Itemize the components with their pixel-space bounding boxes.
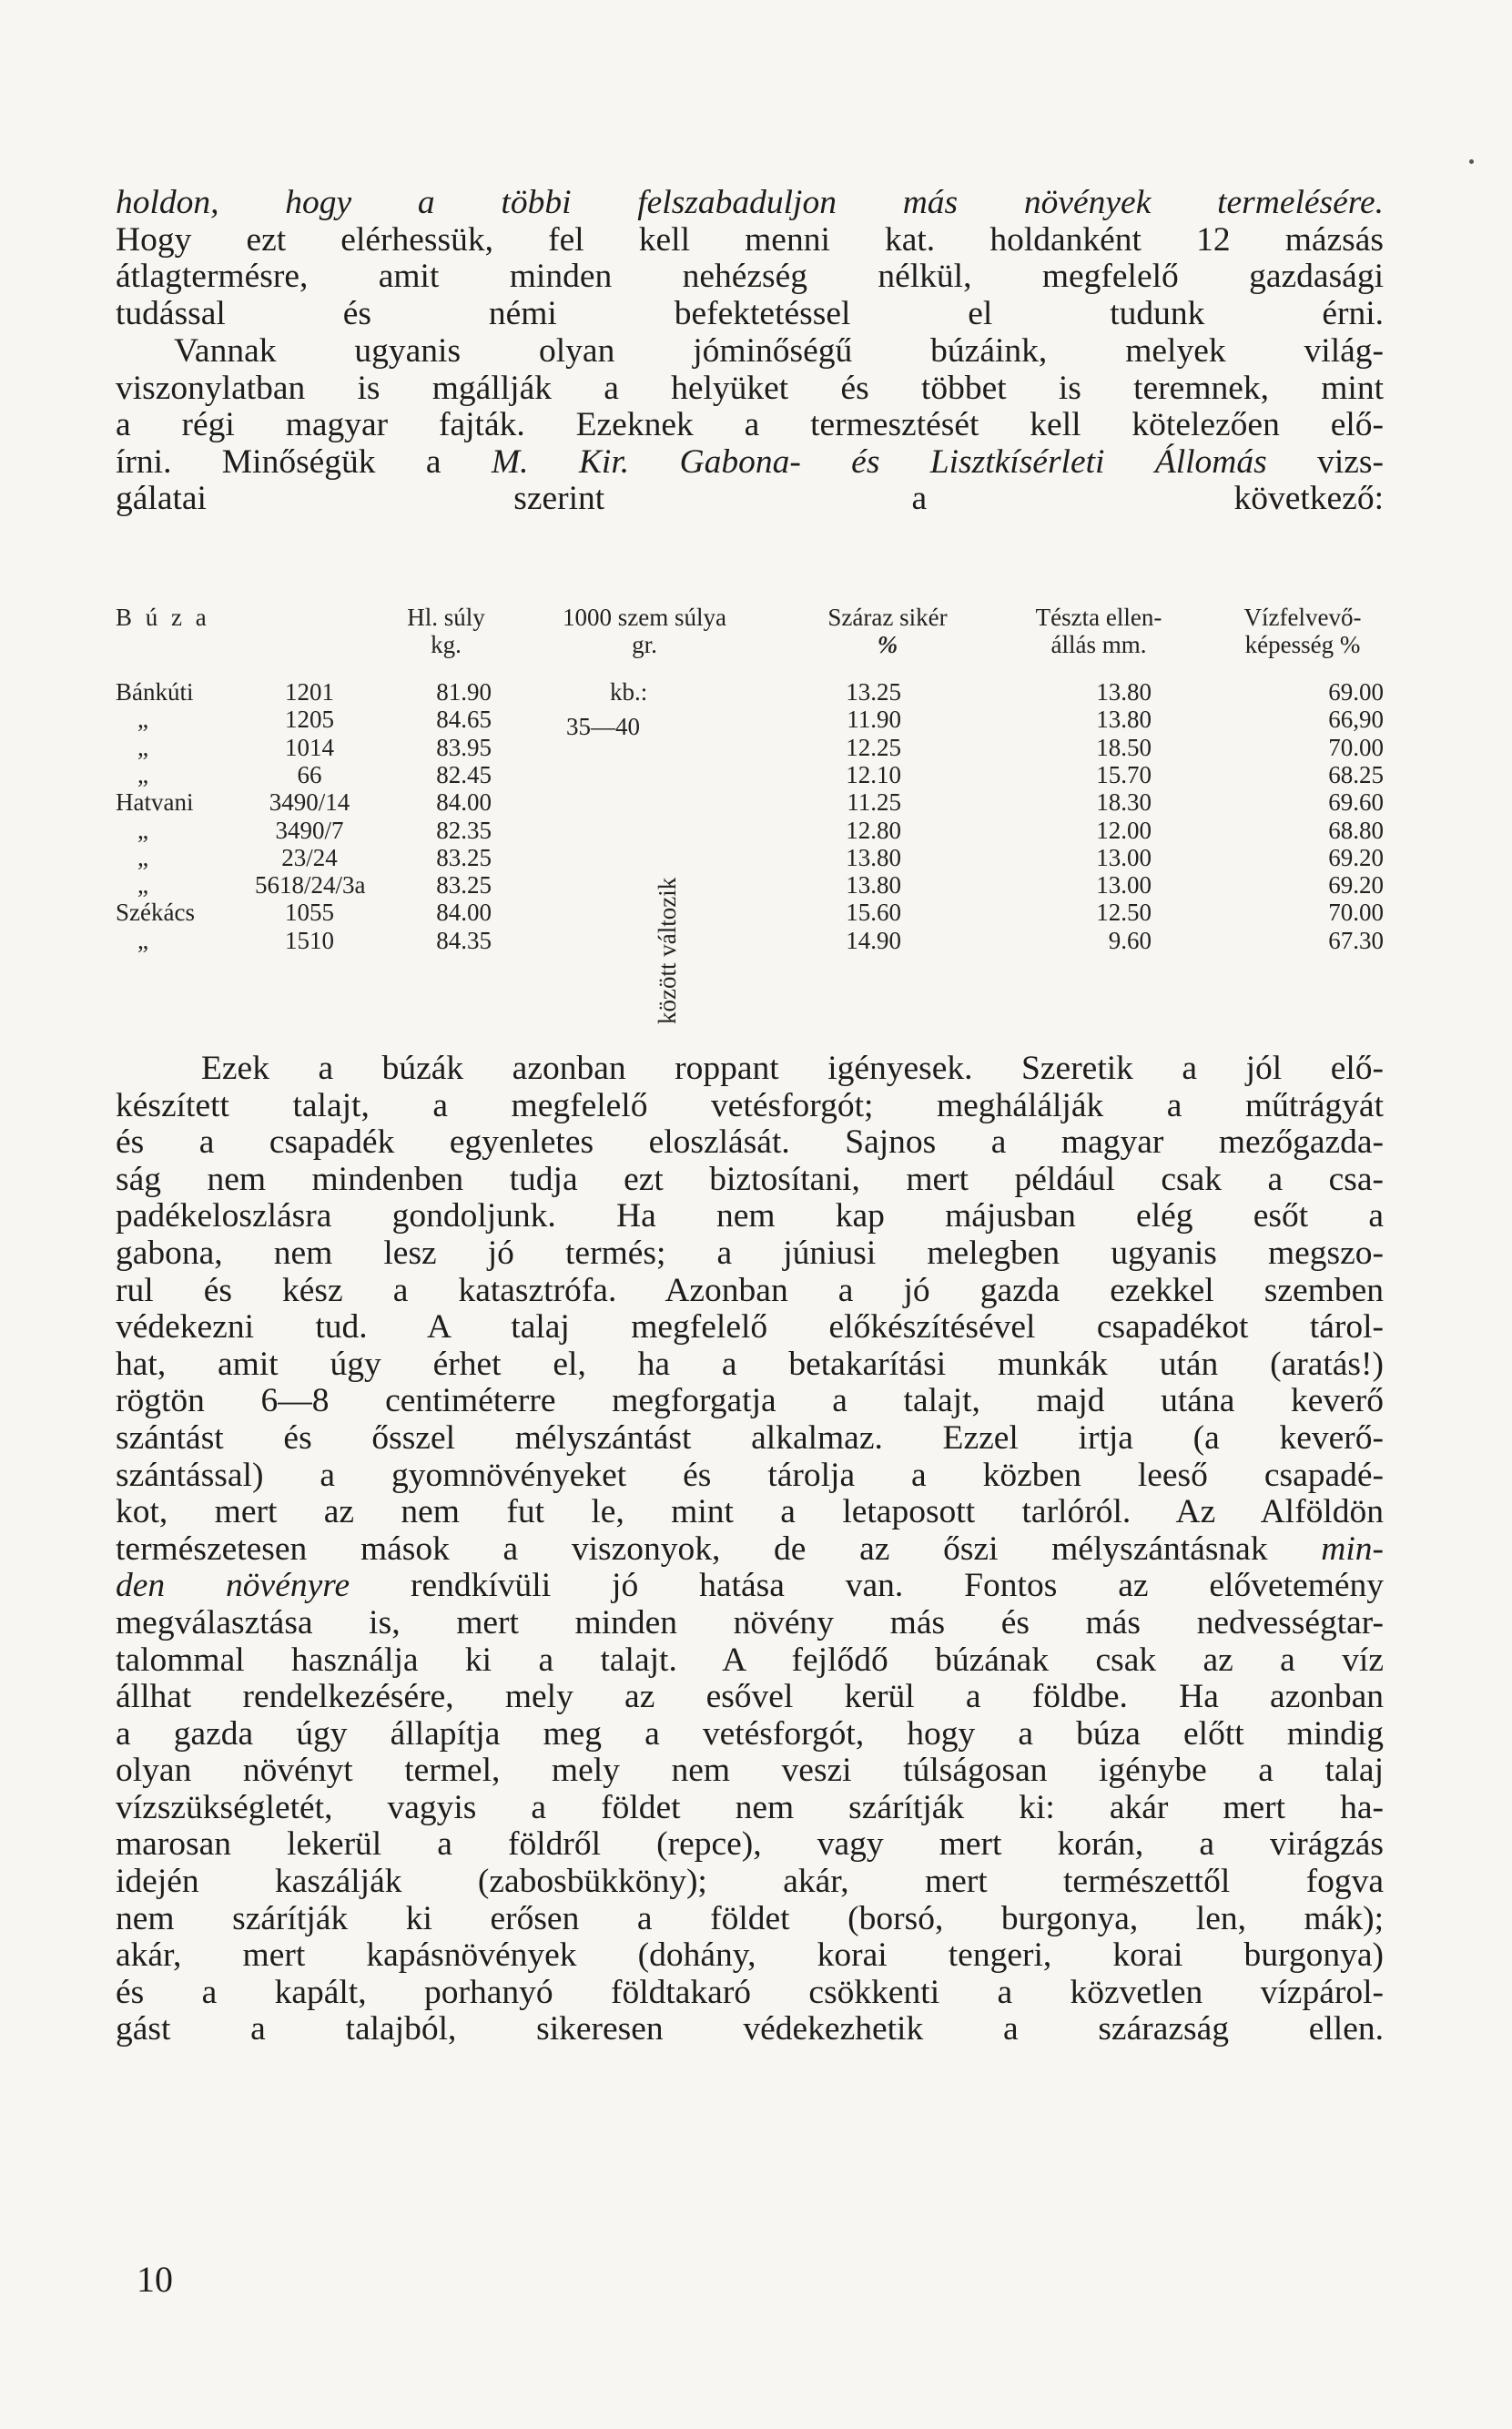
institute-name: M. Kir. Gabona- és Lisztkísérleti Állomás [491, 442, 1267, 481]
body-italic: min- [1321, 1530, 1384, 1568]
cell-variety: „ [137, 871, 148, 899]
cell-water: 69.00 [1328, 678, 1384, 706]
cell-gluten: 11.90 [847, 706, 901, 734]
cell-dough: 13.00 [1096, 871, 1152, 899]
cell-water: 69.20 [1328, 871, 1384, 899]
cell-gluten: 12.10 [846, 760, 901, 788]
intro-line: átlagtermésre, amit minden nehézség nélkül, megfelelő gazdasági [116, 258, 1384, 296]
cell-hl-weight: 84.00 [436, 788, 492, 817]
header-text: gr. [632, 631, 657, 658]
cell-variety: „ [137, 843, 148, 871]
cell-code: 1055 [285, 899, 334, 927]
cell-gluten: 15.60 [846, 899, 901, 927]
intro-line: holdon, hogy a többi felszabaduljon más növények termelésére. [116, 184, 1384, 221]
cell-variety: Bánkúti [116, 678, 194, 706]
header-vizfelvevo [1216, 604, 1389, 658]
header-text: Száraz sikér [827, 604, 948, 631]
cell-dough: 12.50 [1096, 899, 1152, 927]
para-line: gálatai szerint a következő: [116, 480, 1384, 518]
intro-line: Hogy ezt elérhessük, fel kell menni kat. holdanként 12 mázsás [116, 220, 1384, 259]
para-line: viszonylatban is mgállják a helyüket és többet is teremnek, mint [116, 369, 1384, 407]
header-text: kg. [431, 631, 462, 658]
cell-code: 3490/14 [269, 788, 350, 817]
cell-water: 69.20 [1328, 843, 1384, 871]
cell-code: 5618/24/3a [255, 871, 366, 899]
cell-water: 68.80 [1328, 816, 1384, 844]
para-line: a régi magyar fajták. Ezeknek a termesztését kell kötelezően elő- [116, 406, 1384, 444]
wheat-quality-table [0, 0, 1512, 1047]
header-szaraz-siker [810, 604, 965, 658]
body-line: akár, mert kapásnövények (dohány, korai tengeri, korai burgonya) [116, 1936, 1384, 1975]
body-line: szántást és ősszel mélyszántást alkalmaz. Ezzel irtja (a keverő- [116, 1418, 1384, 1457]
body-line: idején kaszálják (zabosbükköny); akár, mert természettől fogva [116, 1863, 1384, 1901]
body-line: ság nem mindenben tudja ezt biztosítani, mert például csak a csa- [116, 1160, 1384, 1198]
body-text: rendkívüli jó hatása van. Fontos az elővetemény [350, 1567, 1384, 1605]
cell-code: 1201 [285, 678, 334, 706]
body-line [116, 1568, 1384, 1605]
kb-label: kb.: [610, 678, 648, 706]
cell-water: 70.00 [1328, 733, 1384, 761]
body-line: padékeloszlásra gondoljunk. Ha nem kap májusban elég esőt a [116, 1197, 1384, 1235]
header-teszta-ellenallas [1021, 604, 1176, 658]
weight-range: 35—40 [566, 713, 640, 740]
cell-variety: „ [137, 926, 148, 954]
cell-water: 67.30 [1328, 926, 1384, 954]
cell-dough: 13.80 [1096, 678, 1152, 706]
cell-gluten: 13.25 [846, 678, 901, 706]
vertical-note: között változik [654, 877, 681, 1024]
cell-dough: 15.70 [1096, 760, 1152, 788]
cell-code: 1205 [285, 706, 334, 734]
body-line: olyan növényt termel, mely nem veszi túlságosan igénybe a talaj [116, 1752, 1384, 1790]
cell-dough: 12.00 [1096, 816, 1152, 844]
cell-variety: „ [137, 760, 148, 788]
page-number: 10 [137, 2259, 173, 2300]
body-line: Ezek a búzák azonban roppant igényesek. Szeretik a jól elő- [201, 1050, 1384, 1087]
cell-code: 23/24 [281, 843, 338, 871]
body-line: és a csapadék egyenletes eloszlását. Sajnos a magyar mezőgazda- [116, 1123, 1384, 1162]
cell-variety: „ [137, 733, 148, 761]
cell-dough: 18.30 [1096, 788, 1152, 817]
cell-dough: 13.80 [1096, 706, 1152, 734]
cell-code: 3490/7 [275, 816, 344, 844]
cell-variety: Hatvani [116, 788, 194, 817]
body-line: és a kapált, porhanyó földtakaró csökkenti a közvetlen vízpárol- [116, 1973, 1384, 2011]
cell-dough: 18.50 [1096, 733, 1152, 761]
cell-hl-weight: 82.35 [436, 816, 492, 844]
cell-gluten: 12.25 [846, 733, 901, 761]
cell-hl-weight: 84.35 [436, 926, 492, 954]
header-text: Tészta ellen- [1035, 604, 1162, 631]
body-line: hat, amit úgy érhet el, ha a betakarítási munkák után (aratás!) [116, 1345, 1384, 1383]
body-italic: den növényre [116, 1567, 350, 1605]
header-text: állás mm. [1050, 631, 1147, 658]
para-text: vizs- [1266, 442, 1384, 481]
cell-code: 1014 [285, 733, 334, 761]
para-text: írni. Minőségük a [116, 442, 492, 481]
header-text: Vízfelvevő- [1243, 604, 1362, 631]
body-line [116, 1531, 1384, 1569]
cell-dough: 13.00 [1096, 843, 1152, 871]
header-text: Hl. súly [407, 604, 485, 631]
body-line: rögtön 6—8 centiméterre megforgatja a talajt, majd utána keverő [116, 1382, 1384, 1420]
body-line: nem szárítják ki erősen a földet (borsó, burgonya, len, mák); [116, 1899, 1384, 1937]
body-line: gabona, nem lesz jó termés; a júniusi melegben ugyanis megszo- [116, 1234, 1384, 1272]
header-1000-szem [553, 604, 736, 658]
body-line: megválasztása is, mert minden növény más és más nedvességtar- [116, 1603, 1384, 1641]
cell-hl-weight: 83.25 [436, 871, 492, 899]
cell-hl-weight: 84.00 [436, 899, 492, 927]
cell-water: 69.60 [1328, 788, 1384, 817]
header-text: képesség % [1244, 631, 1361, 658]
cell-variety: „ [137, 816, 148, 844]
cell-hl-weight: 83.25 [436, 843, 492, 871]
intro-line: tudással és némi befektetéssel el tudunk érni. [116, 294, 1384, 332]
body-line: a gazda úgy állapítja meg a vetésforgót, hogy a búza előtt mindig [116, 1714, 1384, 1753]
header-text: 1000 szem súlya [563, 604, 726, 631]
cell-water: 68.25 [1328, 760, 1384, 788]
cell-water: 70.00 [1328, 899, 1384, 927]
cell-gluten: 12.80 [846, 816, 901, 844]
cell-hl-weight: 83.95 [436, 733, 492, 761]
body-line: gást a talajból, sikeresen védekezhetik a szárazság ellen. [116, 2010, 1384, 2048]
cell-water: 66,90 [1328, 706, 1384, 734]
body-line: állhat rendelkezésére, mely az esővel kerül a földbe. Ha azonban [116, 1678, 1384, 1716]
body-line: szántással) a gyomnövényeket és tárolja a közben leeső csapadé- [116, 1456, 1384, 1494]
para-line: Vannak ugyanis olyan jóminőségű búzáink, melyek világ- [174, 332, 1384, 370]
cell-hl-weight: 81.90 [436, 678, 492, 706]
cell-variety: Székács [116, 899, 195, 927]
header-text: % [877, 631, 898, 658]
cell-gluten: 11.25 [847, 788, 901, 817]
cell-code: 1510 [285, 926, 334, 954]
cell-variety: „ [137, 706, 148, 734]
body-line: kot, mert az nem fut le, mint a letaposott tarlóról. Az Alföldön [116, 1493, 1384, 1531]
cell-gluten: 13.80 [846, 843, 901, 871]
body-line: védekezni tud. A talaj megfelelő előkészítésével csapadékot tárol- [116, 1308, 1384, 1347]
cell-gluten: 14.90 [846, 926, 901, 954]
cell-hl-weight: 84.65 [436, 706, 492, 734]
body-line: vízszükségletét, vagyis a földet nem szárítják ki: akár mert ha- [116, 1788, 1384, 1826]
cell-gluten: 13.80 [846, 871, 901, 899]
body-line: rul és kész a katasztrófa. Azonban a jó gazda ezekkel szemben [116, 1271, 1384, 1309]
body-line: talommal használja ki a talajt. A fejlődő búzának csak az a víz [116, 1641, 1384, 1679]
header-buza: B ú z a [116, 604, 210, 631]
body-line: marosan lekerül a földről (repce), vagy mert korán, a virágzás [116, 1825, 1384, 1864]
cell-hl-weight: 82.45 [436, 760, 492, 788]
body-text: természetesen mások a viszonyok, de az őszi mélyszántásnak [116, 1530, 1322, 1568]
body-paragraph [116, 1051, 1384, 2048]
body-line: készített talajt, a megfelelő vetésforgót; meghálálják a műtrágyát [116, 1086, 1384, 1124]
header-hl-suly [396, 604, 496, 658]
cell-dough: 9.60 [1108, 926, 1152, 954]
cell-code: 66 [297, 760, 322, 788]
